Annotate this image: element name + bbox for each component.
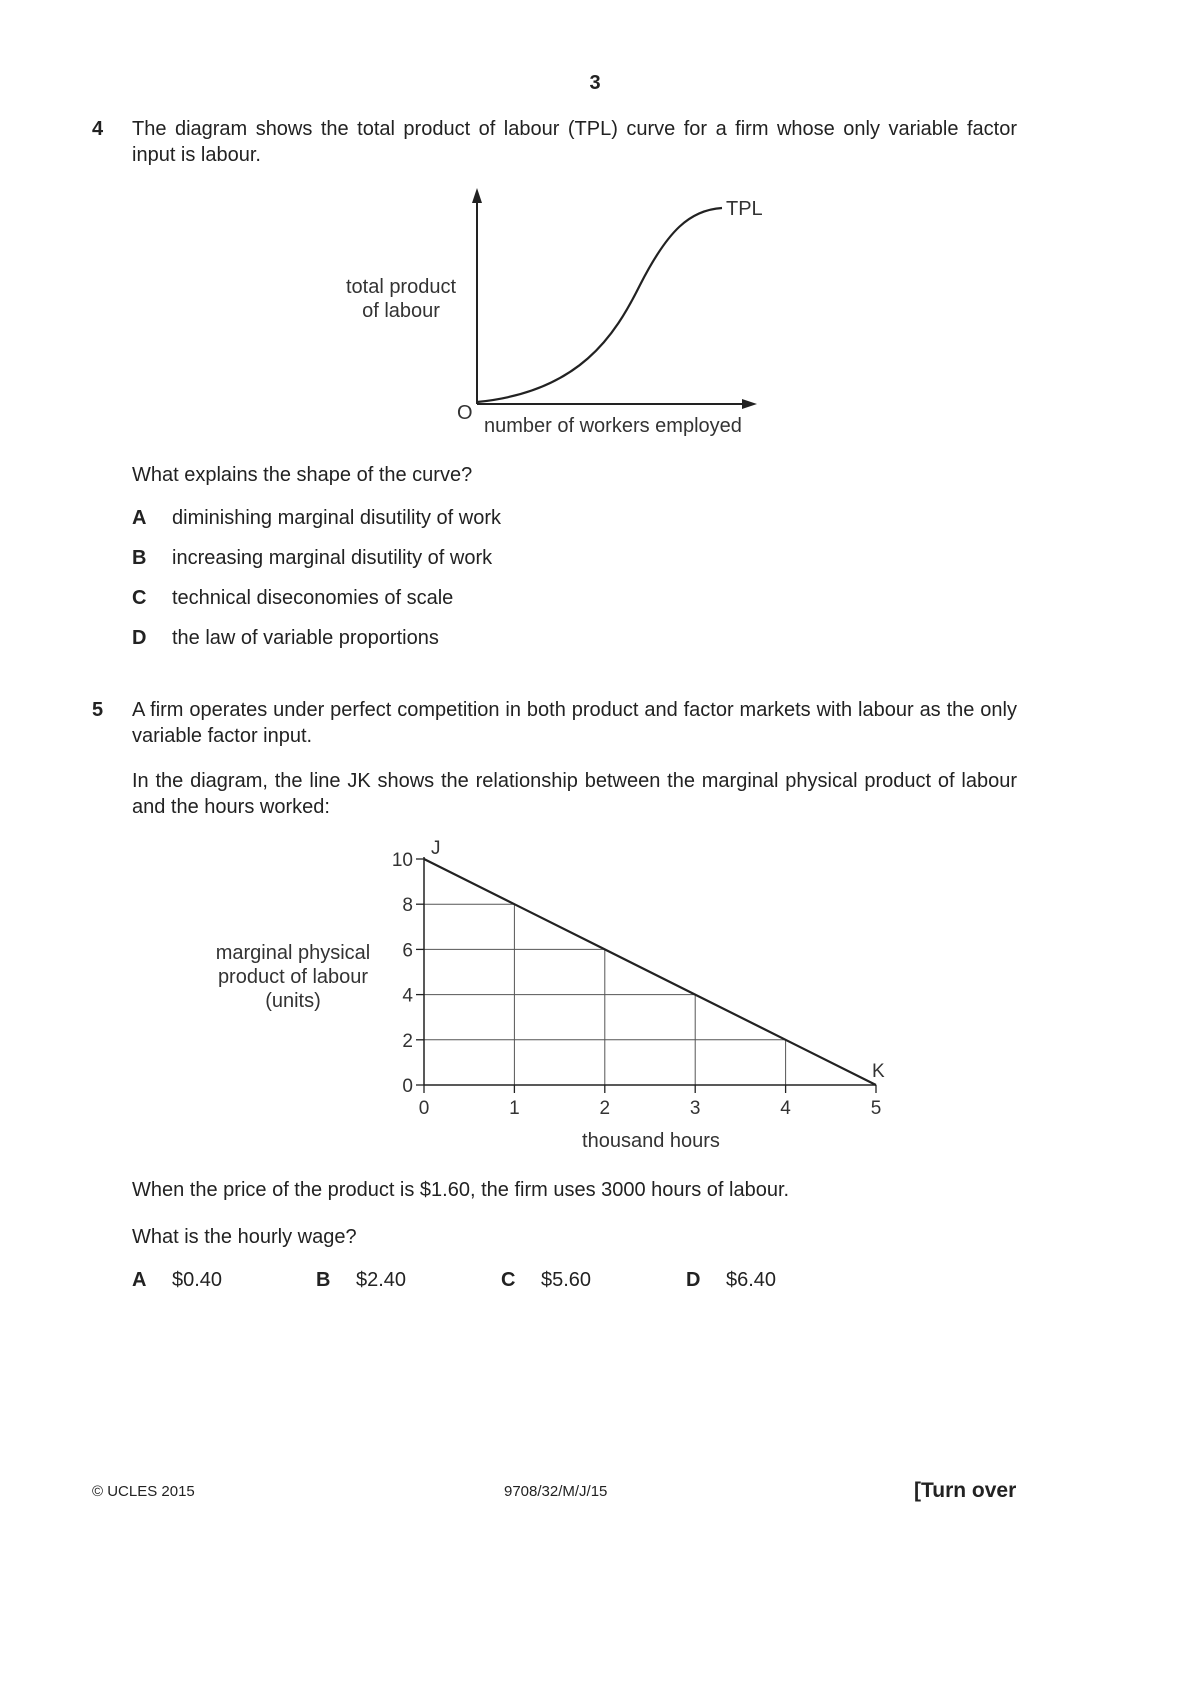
mpp-y-label-line2: product of labour bbox=[217, 966, 369, 988]
question-5-para2: In the diagram, the line JK shows the relationship between the marginal physical product of labour and the hours worked: bbox=[132, 770, 1017, 818]
question-5-statement: When the price of the product is $1.60, the firm uses 3000 hours of labour. bbox=[132, 1179, 790, 1201]
tpl-x-label: number of workers employed bbox=[484, 415, 742, 437]
tpl-origin-label: O bbox=[457, 402, 473, 424]
question-4-text: The diagram shows the total product of labour (TPL) curve for a firm whose only variable factor input is labour. bbox=[132, 118, 1017, 166]
mpp-y-label-line3: (units) bbox=[265, 990, 321, 1012]
mpp-series bbox=[424, 859, 876, 1085]
q4-option-b-letter: B bbox=[132, 547, 147, 569]
mpp-y-tick-label: 6 bbox=[402, 940, 413, 962]
mpp-x-tick-label: 5 bbox=[870, 1098, 882, 1119]
footer-turn-over: [Turn over bbox=[914, 1479, 1017, 1502]
mpp-y-tick-label: 10 bbox=[391, 850, 413, 871]
mpp-x-tick-label: 4 bbox=[780, 1098, 791, 1119]
q4-option-d-text: the law of variable proportions bbox=[172, 627, 439, 649]
q4-option-d-letter: D bbox=[132, 627, 147, 649]
tpl-y-label-line2: of labour bbox=[362, 300, 440, 322]
mpp-point-label-j: J bbox=[431, 838, 441, 859]
q5-option-d-text: $6.40 bbox=[726, 1269, 777, 1291]
q4-option-a-text: diminishing marginal disutility of work bbox=[172, 507, 502, 529]
tpl-curve-label: TPL bbox=[726, 198, 763, 220]
q4-option-c-letter: C bbox=[132, 587, 147, 609]
mpp-x-tick-label: 0 bbox=[418, 1098, 430, 1119]
question-4-prompt: What explains the shape of the curve? bbox=[132, 464, 473, 486]
q5-option-a-letter: A bbox=[132, 1269, 147, 1291]
mpp-ticks bbox=[392, 850, 881, 1119]
q4-option-c-text: technical diseconomies of scale bbox=[172, 587, 454, 609]
q5-option-d-letter: D bbox=[686, 1269, 701, 1291]
q5-option-a-text: $0.40 bbox=[172, 1269, 223, 1291]
mpp-x-label: thousand hours bbox=[582, 1130, 720, 1152]
mpp-x-tick-label: 3 bbox=[689, 1098, 701, 1119]
tpl-y-label-line1: total product bbox=[345, 276, 457, 298]
q5-option-c-text: $5.60 bbox=[541, 1269, 592, 1291]
q5-option-b-letter: B bbox=[316, 1269, 331, 1291]
q4-option-b-text: increasing marginal disutility of work bbox=[172, 547, 493, 569]
question-4-number: 4 bbox=[92, 118, 104, 140]
page-number: 3 bbox=[589, 72, 601, 94]
footer-copyright: © UCLES 2015 bbox=[92, 1483, 195, 1500]
mpp-x-tick-label: 2 bbox=[599, 1098, 611, 1119]
question-5-para1: A firm operates under perfect competition in both product and factor markets with labour as the only variable factor input. bbox=[132, 699, 1017, 747]
question-5-prompt: What is the hourly wage? bbox=[132, 1226, 357, 1248]
mpp-y-tick-label: 4 bbox=[402, 985, 413, 1007]
q4-option-a-letter: A bbox=[132, 507, 147, 529]
question-5-number: 5 bbox=[92, 699, 104, 721]
q5-option-b-text: $2.40 bbox=[356, 1269, 407, 1291]
mpp-y-label-line1: marginal physical bbox=[215, 942, 371, 964]
mpp-y-tick-label: 2 bbox=[402, 1030, 413, 1052]
mpp-y-tick-label: 0 bbox=[402, 1076, 413, 1097]
footer-paper-code: 9708/32/M/J/15 bbox=[504, 1483, 608, 1500]
mpp-x-tick-label: 1 bbox=[509, 1098, 520, 1119]
mpp-line-jk bbox=[424, 859, 876, 1085]
mpp-drop-lines bbox=[424, 904, 786, 1085]
mpp-y-tick-label: 8 bbox=[402, 895, 413, 917]
q5-option-c-letter: C bbox=[501, 1269, 516, 1291]
mpp-point-label-k: K bbox=[872, 1061, 885, 1082]
